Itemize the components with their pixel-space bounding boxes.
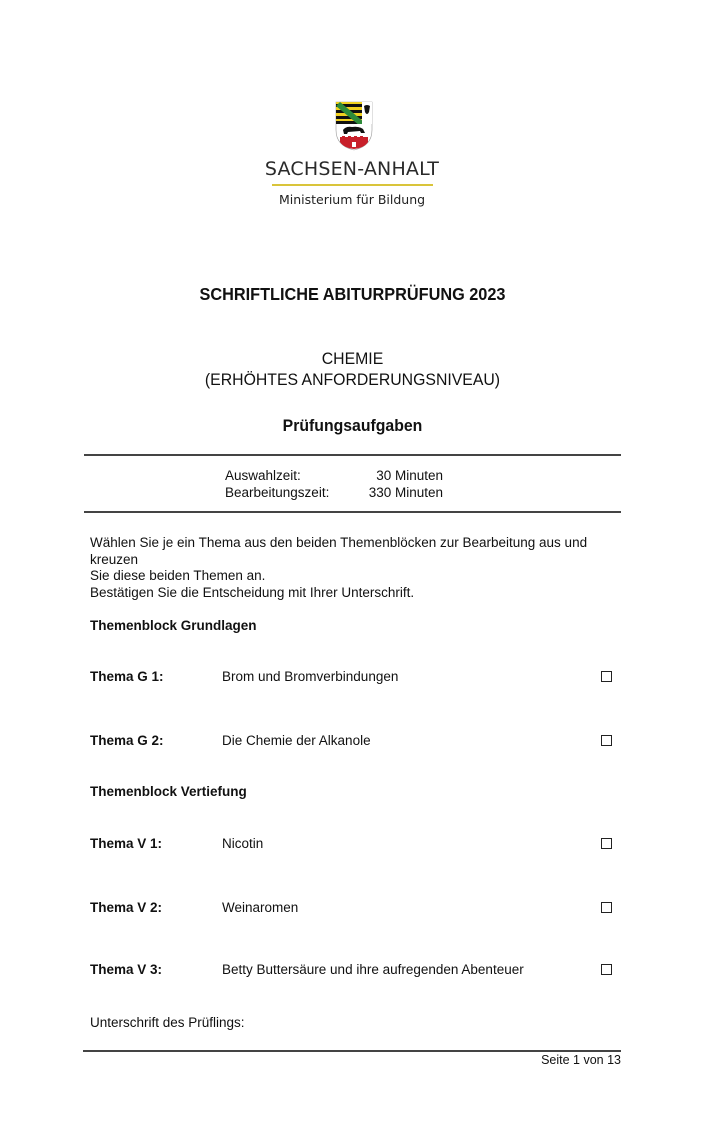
topic-title-v3: Betty Buttersäure und ihre aufregenden Abenteuer [222,962,524,977]
topic-title-v2: Weinaromen [222,900,299,915]
working-time-value: 330 Minuten [368,485,443,500]
ministry-logo [262,96,442,216]
coat-of-arms-icon [334,100,374,152]
document-title: SCHRIFTLICHE ABITURPRÜFUNG 2023 [199,284,506,304]
brand-name: SACHSEN-ANHALT [264,158,440,180]
topic-label-g2: Thema G 2: [90,733,164,748]
brand-underline [272,184,433,186]
topic-title-g1: Brom und Bromverbindungen [222,669,399,684]
working-time-label: Bearbeitungszeit: [225,485,330,500]
selection-time-value: 30 Minuten [376,468,443,483]
checkbox-v1[interactable] [601,838,612,849]
signature-line[interactable] [83,1050,621,1052]
selection-time-label: Auswahlzeit: [225,468,301,483]
checkbox-v2[interactable] [601,902,612,913]
divider-bottom [84,511,621,513]
topic-title-g2: Die Chemie der Alkanole [222,733,371,748]
instructions [90,535,630,601]
topic-title-v1: Nicotin [222,836,264,851]
topic-label-v2: Thema V 2: [90,900,163,915]
block-heading-vertiefung: Themenblock Vertiefung [90,784,247,799]
page-number: Seite 1 von 13 [541,1053,621,1067]
instructions-line-2: Sie diese beiden Themen an. [90,568,266,583]
subject-level: (ERHÖHTES ANFORDERUNGSNIVEAU) [204,370,501,389]
document-subtitle: Prüfungsaufgaben [282,416,423,435]
subject-heading [25,348,681,390]
instructions-line-3: Bestätigen Sie die Entscheidung mit Ihrer Unterschrift. [90,584,415,600]
topic-label-v3: Thema V 3: [90,962,163,977]
topic-label-g1: Thema G 1: [90,669,164,684]
checkbox-v3[interactable] [601,964,612,975]
checkbox-g2[interactable] [601,735,612,746]
instructions-line-1: Wählen Sie je ein Thema aus den beiden Themenblöcken zur Bearbeitung aus und kreuzen [90,535,588,567]
topic-label-v1: Thema V 1: [90,836,163,851]
divider-top [84,454,621,456]
checkbox-g1[interactable] [601,671,612,682]
subject-name: CHEMIE [321,349,384,368]
block-heading-grundlagen: Themenblock Grundlagen [90,618,257,633]
ministry-name: Ministerium für Bildung [278,192,426,207]
signature-label: Unterschrift des Prüflings: [90,1015,245,1030]
